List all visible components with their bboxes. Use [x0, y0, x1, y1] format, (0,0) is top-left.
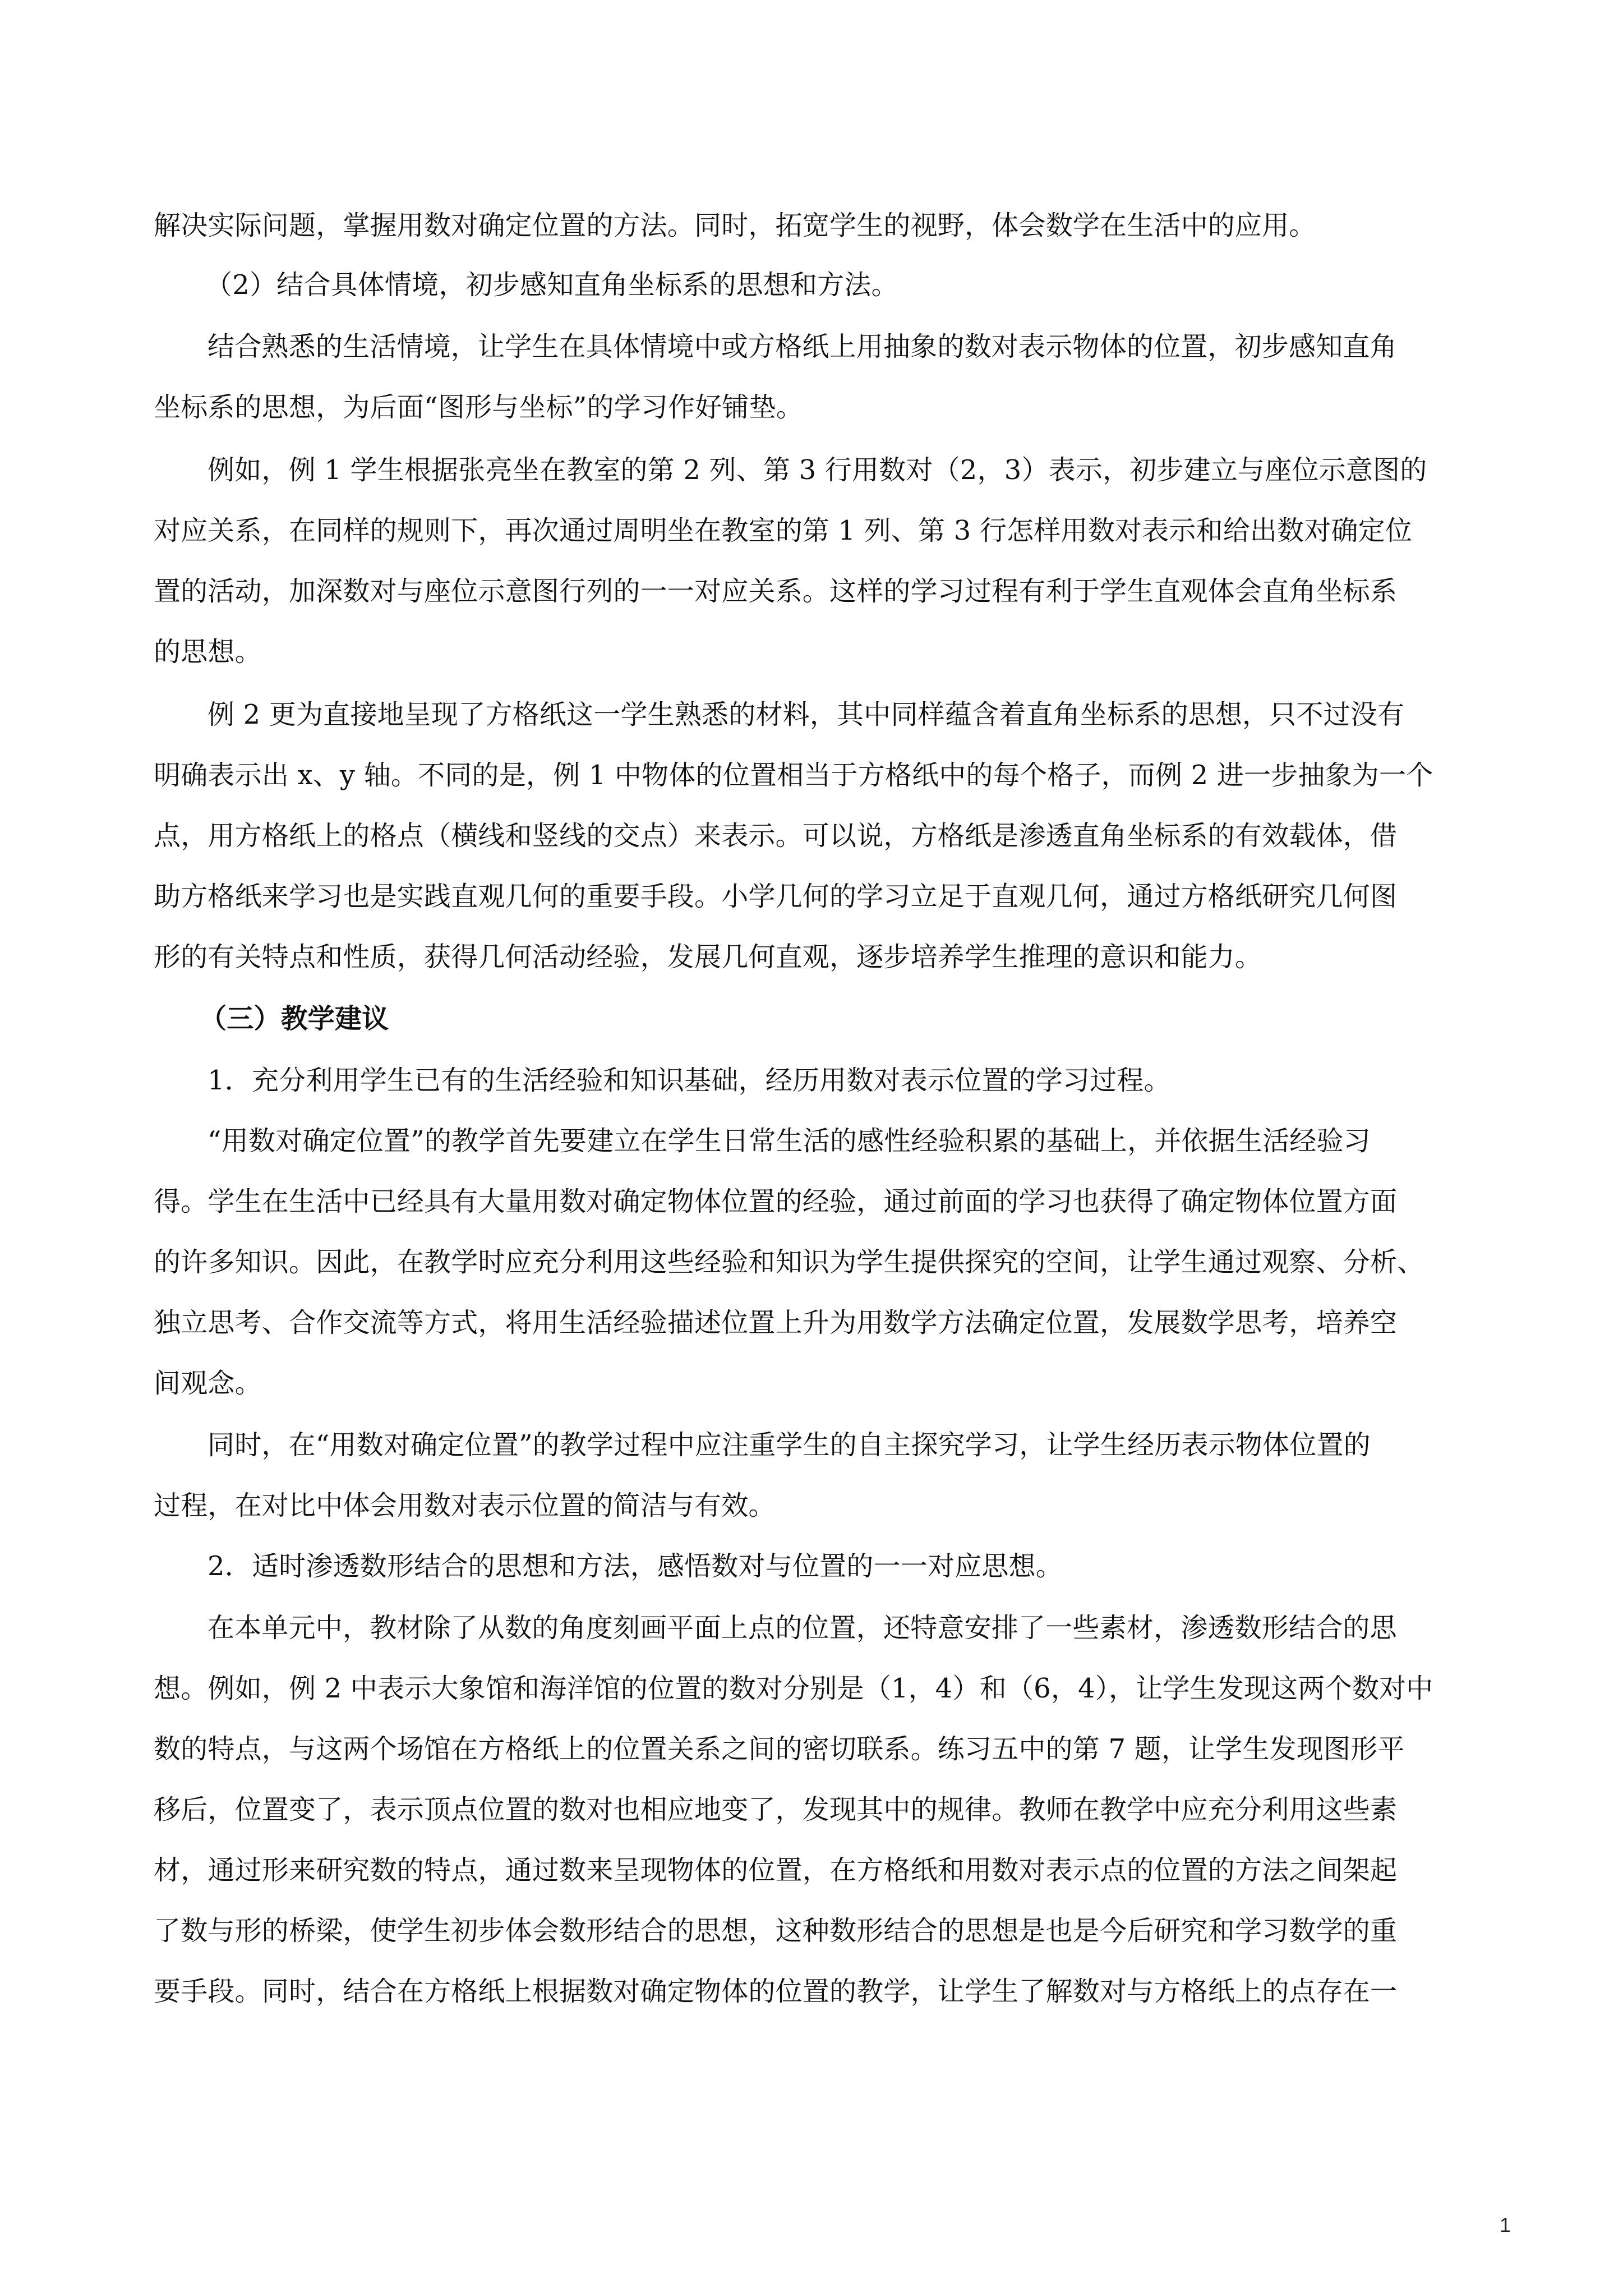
text-line: 的思想。	[154, 636, 262, 668]
text-line: 例如，例 1 学生根据张亮坐在教室的第 2 列、第 3 行用数对（2，3）表示，初步建立与座位示意图的	[208, 454, 1427, 486]
text-line: 明确表示出 x、y 轴。不同的是，例 1 中物体的位置相当于方格纸中的每个格子，而例 2 进一步抽象为一个	[154, 760, 1433, 791]
text-line: 了数与形的桥梁，使学生初步体会数形结合的思想，这种数形结合的思想是也是今后研究和学习数学的重	[154, 1915, 1398, 1947]
text-line: 置的活动，加深数对与座位示意图行列的一一对应关系。这样的学习过程有利于学生直观体会直角坐标系	[154, 576, 1398, 607]
subheading: （2）结合具体情境，初步感知直角坐标系的思想和方法。	[205, 269, 898, 301]
numbered-heading: 1．充分利用学生已有的生活经验和知识基础，经历用数对表示位置的学习过程。	[208, 1065, 1171, 1096]
text-line: 在本单元中，教材除了从数的角度刻画平面上点的位置，还特意安排了一些素材，渗透数形结合的思	[208, 1612, 1397, 1644]
text-line: 形的有关特点和性质，获得几何活动经验，发展几何直观，逐步培养学生推理的意识和能力。	[154, 941, 1262, 973]
text-line: 例 2 更为直接地呈现了方格纸这一学生熟悉的材料，其中同样蕴含着直角坐标系的思想，只不过没有	[208, 699, 1405, 730]
text-line: 得。学生在生活中已经具有大量用数对确定物体位置的经验，通过前面的学习也获得了确定物体位置方面	[154, 1186, 1398, 1217]
page-number: 1	[1499, 2214, 1511, 2237]
text-line: 坐标系的思想，为后面“图形与坐标”的学习作好铺垫。	[154, 392, 804, 423]
text-line: 移后，位置变了，表示顶点位置的数对也相应地变了，发现其中的规律。教师在教学中应充分利用这些素	[154, 1794, 1398, 1825]
text-line: 结合熟悉的生活情境，让学生在具体情境中或方格纸上用抽象的数对表示物体的位置，初步感知直角	[208, 331, 1397, 362]
text-line: 的许多知识。因此，在教学时应充分利用这些经验和知识为学生提供探究的空间，让学生通过观察、分析、	[154, 1246, 1424, 1278]
text-line: 独立思考、合作交流等方式，将用生活经验描述位置上升为用数学方法确定位置，发展数学思考，培养空	[154, 1307, 1398, 1338]
text-line: 解决实际问题，掌握用数对确定位置的方法。同时，拓宽学生的视野，体会数学在生活中的应用。	[154, 210, 1316, 241]
text-line: 点，用方格纸上的格点（横线和竖线的交点）来表示。可以说，方格纸是渗透直角坐标系的有效载体，借	[154, 820, 1398, 852]
text-line: “用数对确定位置”的教学首先要建立在学生日常生活的感性经验积累的基础上，并依据生活经验习	[208, 1125, 1371, 1157]
text-line: 间观念。	[154, 1368, 262, 1399]
text-line: 想。例如，例 2 中表示大象馆和海洋馆的位置的数对分别是（1，4）和（6，4），让学生发现这两个数对中	[154, 1673, 1433, 1704]
text-line: 助方格纸来学习也是实践直观几何的重要手段。小学几何的学习立足于直观几何，通过方格纸研究几何图	[154, 881, 1398, 912]
text-line: 要手段。同时，结合在方格纸上根据数对确定物体的位置的教学，让学生了解数对与方格纸上的点存在一	[154, 1976, 1398, 2007]
text-line: 对应关系，在同样的规则下，再次通过周明坐在教室的第 1 列、第 3 行怎样用数对表示和给出数对确定位	[154, 515, 1413, 546]
text-line: 材，通过形来研究数的特点，通过数来呈现物体的位置，在方格纸和用数对表示点的位置的方法之间架起	[154, 1855, 1398, 1886]
numbered-heading: 2．适时渗透数形结合的思想和方法，感悟数对与位置的一一对应思想。	[208, 1550, 1063, 1582]
section-heading: （三）教学建议	[200, 1003, 389, 1034]
text-line: 数的特点，与这两个场馆在方格纸上的位置关系之间的密切联系。练习五中的第 7 题，让学生发现图形平	[154, 1733, 1405, 1765]
text-line: 同时，在“用数对确定位置”的教学过程中应注重学生的自主探究学习，让学生经历表示物体位置的	[208, 1429, 1371, 1461]
text-line: 过程，在对比中体会用数对表示位置的简洁与有效。	[154, 1490, 776, 1521]
